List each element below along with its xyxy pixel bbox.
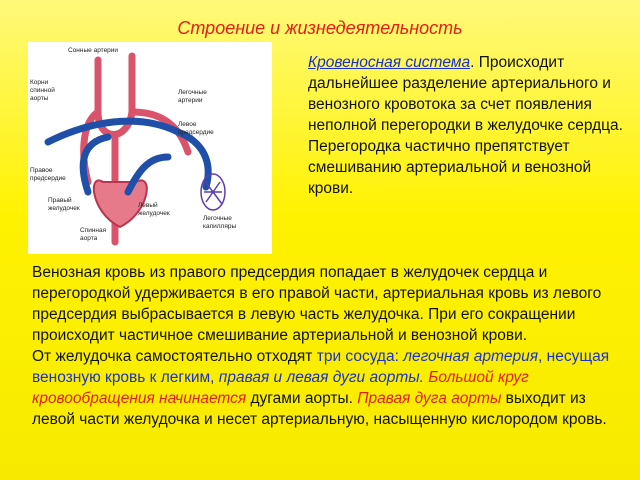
circulatory-system-link[interactable]: Кровеносная система: [308, 54, 471, 71]
label-right-atrium-1: Правое: [30, 167, 53, 174]
p2-pulmonary: легочная артерия: [403, 348, 539, 365]
body-p2: [32, 346, 630, 430]
page-title: Строение и жизнедеятельность: [177, 18, 463, 38]
label-right-arch-2: желудочек: [48, 205, 80, 212]
intro-paragraph: [308, 52, 626, 199]
intro-text: . Происходит дальнейшее разделение артериального и венозного кровотока за счет появления неполной перегородки в желудочке сердца. Перегородка частично препятствует смешиванию артериальной и венозной крови.: [308, 54, 623, 197]
p2-arches: правая и левая дуги аорты.: [218, 369, 424, 386]
label-roots-aorta-2: спинной: [30, 87, 55, 94]
label-left-atrium-1: Левое: [178, 121, 197, 128]
p2-mid: дугами аорты.: [246, 390, 358, 407]
circulatory-diagram: [28, 42, 272, 254]
label-right-atrium-2: предсердие: [30, 175, 66, 182]
label-left-atrium-2: предсердие: [178, 129, 214, 136]
label-left-arch-2: желудочек: [138, 210, 170, 217]
label-right-arch-1: Правый: [48, 197, 72, 204]
body-paragraph: [32, 262, 630, 430]
label-left-arch-1: Левый: [138, 202, 158, 209]
p2-right-arch: Правая дуга аорты: [357, 390, 502, 407]
label-capillaries-1: Легочные: [203, 215, 232, 222]
label-dorsal-aorta-2: аорта: [80, 235, 98, 242]
body-p1: Венозная кровь из правого предсердия попадает в желудочек сердца и перегородкой удерживается в его правой части, артериальная кровь из левого предсердия выбрасывается в левую часть желудочка. При его сокращении происходит частичное смешивание артериальной и венозной крови.: [32, 264, 602, 344]
p2-vessels: три сосуда:: [316, 348, 404, 365]
p2-big-circle: Большой круг кровообращения начинается: [32, 369, 529, 407]
label-dorsal-aorta-1: Спинная: [80, 227, 107, 234]
p2-comma: , несущая венозную кровь к легким,: [32, 348, 610, 386]
circulatory-diagram-svg: [28, 42, 272, 254]
label-capillaries-2: капилляры: [203, 223, 237, 230]
p2-start: От желудочка самостоятельно отходят: [32, 348, 317, 365]
label-pulmonary-2: артерии: [178, 97, 203, 104]
label-roots-aorta-3: аорты: [30, 95, 49, 102]
label-roots-aorta-1: Корни: [30, 79, 49, 86]
p2-end: выходит из левой части желудочка и несет артериальную, насыщенную кислородом кровь.: [32, 390, 607, 428]
label-carotid: Сонные артерии: [68, 47, 119, 54]
label-pulmonary-1: Легочные: [178, 89, 207, 96]
